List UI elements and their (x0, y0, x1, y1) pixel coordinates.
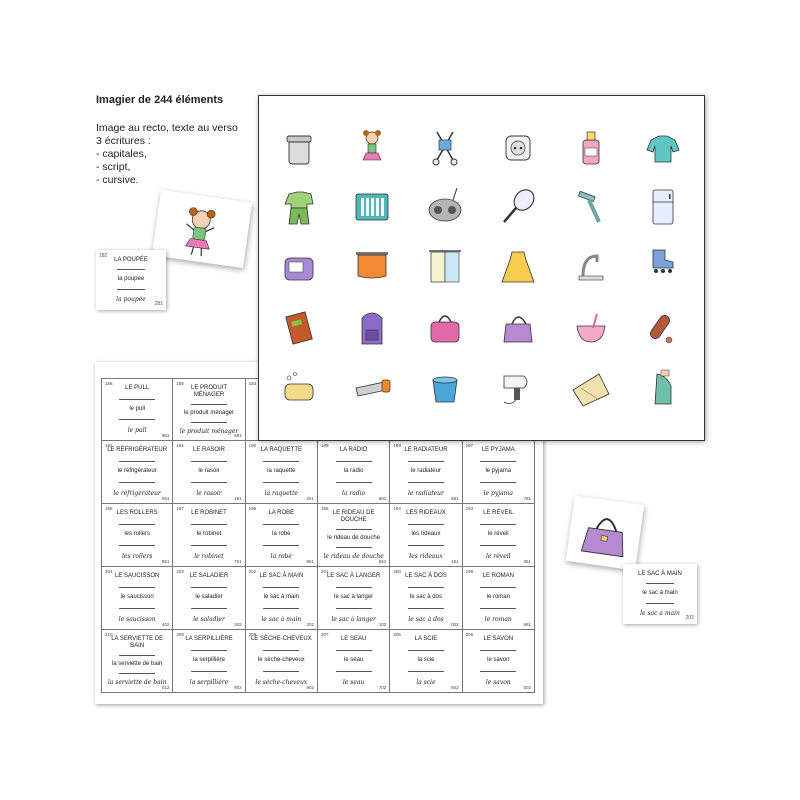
label-cell (246, 504, 318, 567)
label-cell (173, 630, 245, 693)
image-cell (409, 178, 482, 238)
divider (263, 587, 299, 588)
image-cell (627, 298, 700, 358)
label-cell (318, 504, 390, 567)
label-cell (463, 630, 535, 693)
card-number-mirrored: 302 (234, 622, 242, 627)
radiateur-icon (350, 186, 394, 230)
image-cell (409, 358, 482, 418)
label-cell (173, 504, 245, 567)
divider (480, 482, 516, 483)
cursive-text: le seau (342, 678, 365, 686)
divider (480, 524, 516, 525)
script-text: le pull (129, 405, 145, 412)
cursive-text: le saucisson (118, 615, 156, 623)
script-text: la scie (417, 657, 435, 664)
image-cell (554, 238, 627, 298)
divider (191, 587, 227, 588)
scie-icon (350, 366, 394, 410)
card-number: 190 (248, 443, 257, 448)
card-number-mirrored: 861 (161, 559, 170, 564)
card-number-mirrored: 881 (234, 433, 242, 438)
divider (336, 547, 372, 548)
divider (408, 671, 444, 672)
capital-text: LE SAC À MAIN (638, 571, 682, 578)
radio-cd-icon (423, 186, 467, 230)
capital-text: LE SAC À DOS (405, 573, 447, 580)
divider (408, 587, 444, 588)
capital-text: LE ROMAN (482, 573, 514, 580)
capital-text: LE PYJAMA (481, 447, 515, 454)
capital-text: LA SCIE (414, 636, 438, 643)
sac-a-langer-icon (423, 306, 467, 350)
card-number: 185 (176, 381, 184, 386)
cursive-text: la poupée (116, 295, 146, 303)
intro-title: Imagier de 244 éléments (96, 94, 224, 106)
capital-text: LE RÉFRIGÉRATEUR (107, 447, 168, 454)
capital-text: LA SERVIETTE DE BAIN (111, 635, 164, 649)
divider (117, 289, 145, 290)
poussette-icon (423, 126, 467, 170)
seche-cheveux-icon (496, 366, 540, 410)
reveil-icon (277, 246, 321, 290)
intro-line: - script, (96, 161, 131, 173)
cursive-text: les rideaux (409, 552, 443, 560)
script-text: le radiateur (410, 468, 441, 475)
label-cell (463, 441, 535, 504)
card-number-mirrored: 061 (161, 496, 170, 501)
capital-text: LE PULL (125, 385, 150, 392)
cursive-text: le pyjama (483, 489, 513, 497)
image-cell (263, 238, 336, 298)
script-text: les rideaux (411, 531, 441, 538)
script-text: le pyjama (485, 468, 512, 475)
capital-text: LE PRODUIT MÉNAGER (190, 384, 227, 398)
divider (646, 603, 674, 604)
script-text: le réfrigérateur (117, 468, 157, 475)
image-cell (627, 238, 700, 298)
robe-icon (496, 246, 540, 290)
divider (191, 671, 227, 672)
card-number-mirrored: 202 (306, 622, 314, 627)
divider (119, 461, 155, 462)
card-number-mirrored: 281 (154, 301, 163, 307)
cursive-text: le sac à main (261, 615, 302, 623)
image-cell (481, 118, 554, 178)
image-cell (554, 178, 627, 238)
capital-text: LE SALADIER (189, 573, 229, 580)
cursive-text: le rideau de douche (323, 553, 384, 561)
script-text: le seau (343, 657, 364, 664)
card-number-mirrored: 702 (378, 685, 387, 690)
script-text: le sac à main (263, 594, 299, 601)
rideau-icon (350, 246, 394, 290)
image-cell (554, 358, 627, 418)
image-cell (481, 358, 554, 418)
capital-text: LA RAQUETTE (260, 447, 302, 454)
divider (119, 419, 155, 420)
capital-text: LE RIDEAU DE DOUCHE (332, 509, 375, 523)
label-cell (463, 504, 535, 567)
cursive-text: le sèche-cheveux (255, 678, 308, 686)
card-number-mirrored: 002 (451, 622, 459, 627)
label-cell (390, 567, 462, 630)
card-number: 184 (248, 381, 257, 386)
produit-menager-icon (569, 126, 613, 170)
image-cell (409, 238, 482, 298)
card-number: 199 (465, 569, 474, 574)
intro-block (96, 94, 256, 187)
script-text: le robinet (196, 531, 222, 538)
image-cell (263, 118, 336, 178)
capital-text: LA POUPÉE (114, 257, 148, 264)
divider (191, 524, 227, 525)
cursive-text: la robe (270, 552, 292, 560)
card-number: 205 (465, 632, 474, 637)
seau-icon (423, 366, 467, 410)
intro-line: - capitales, (96, 148, 147, 160)
cursive-text: la scie (416, 678, 436, 686)
image-cell (336, 238, 409, 298)
divider (408, 545, 444, 546)
divider (191, 608, 227, 609)
divider (408, 461, 444, 462)
card-number-mirrored: 502 (523, 685, 531, 690)
script-text: le rideau de douche (327, 534, 380, 541)
card-number-mirrored: 902 (234, 685, 242, 690)
divider (119, 608, 155, 609)
capital-text: LE SEAU (340, 636, 367, 643)
cursive-text: la raquette (264, 489, 299, 497)
image-cell (336, 298, 409, 358)
card-number: 189 (320, 443, 329, 448)
card-number: 191 (176, 443, 184, 448)
card-number: 210 (105, 632, 113, 637)
capital-text: LA ROBE (268, 510, 295, 517)
script-text: la serpillière (192, 657, 225, 664)
cursive-text: la serviette de bain (107, 679, 167, 687)
card-number-mirrored: 161 (234, 496, 242, 501)
divider (119, 673, 155, 674)
label-cell (390, 441, 462, 504)
saucisson-icon (641, 306, 685, 350)
capital-text: LES RIDEAUX (406, 510, 446, 517)
card-number: 195 (320, 506, 329, 511)
card-number-mirrored: 202 (685, 615, 694, 621)
divider (191, 422, 227, 423)
divider (336, 587, 372, 588)
card-number-mirrored: 102 (378, 622, 387, 627)
label-cell (390, 504, 462, 567)
intro-line: 3 écritures : (96, 135, 151, 147)
divider (336, 529, 372, 530)
cursive-text: le produit ménager (179, 427, 239, 435)
image-cell (481, 298, 554, 358)
image-sheet (258, 95, 705, 441)
divider (408, 650, 444, 651)
cursive-text: les rollers (122, 552, 153, 560)
cursive-text: le sac à main (640, 609, 680, 617)
card-number-mirrored: 681 (378, 496, 387, 501)
cursive-text: le pull (127, 426, 147, 434)
label-cell (173, 441, 245, 504)
card-number: 197 (176, 506, 184, 511)
card-number: 194 (393, 506, 401, 511)
label-cell (318, 441, 390, 504)
handbag-icon (566, 495, 645, 570)
label-cell (246, 630, 318, 693)
serpilliere-icon (569, 366, 613, 410)
label-cell (101, 504, 173, 567)
card-number: 193 (465, 506, 474, 511)
capital-text: LE SAC À MAIN (259, 573, 304, 580)
label-cell (318, 630, 390, 693)
cursive-text: la serpillière (189, 678, 229, 686)
divider (263, 650, 299, 651)
script-text: le sac à langer (334, 594, 374, 601)
card-number: 203 (176, 569, 184, 574)
divider (480, 545, 516, 546)
divider (336, 461, 372, 462)
capital-text: LE RASOIR (192, 447, 225, 454)
divider (408, 482, 444, 483)
divider (480, 608, 516, 609)
rollers-icon (641, 246, 685, 290)
card-number-mirrored: 361 (523, 559, 531, 564)
poubelle-icon (277, 126, 321, 170)
sac-a-dos-icon (350, 306, 394, 350)
image-cell (409, 298, 482, 358)
card-number-mirrored: 012 (161, 685, 170, 690)
cursive-text: la radio (342, 489, 366, 497)
image-cell (336, 178, 409, 238)
sac-a-main-icon (496, 306, 540, 350)
doll-label-card (96, 250, 166, 310)
script-text: le saucisson (120, 594, 154, 601)
card-number: 187 (465, 443, 474, 448)
script-text: la radio (343, 468, 364, 475)
divider (191, 482, 227, 483)
capital-text: LE SÈCHE-CHEVEUX (250, 636, 312, 643)
cursive-text: le sac à langer (331, 615, 376, 623)
image-cell (336, 358, 409, 418)
script-text: la serviette de bain (111, 660, 163, 667)
divider (480, 650, 516, 651)
divider (263, 671, 299, 672)
divider (263, 545, 299, 546)
image-cell (627, 118, 700, 178)
label-cell (173, 567, 245, 630)
capital-text: LE SAC À LANGER (326, 573, 381, 580)
card-number: 188 (393, 443, 401, 448)
handbag-picture-card (566, 495, 645, 570)
divider (263, 482, 299, 483)
intro-line: Image au recto, texte au verso (96, 122, 238, 134)
divider (191, 545, 227, 546)
script-text: le roman (486, 594, 510, 601)
card-number-mirrored: 881 (451, 496, 459, 501)
divider (336, 671, 372, 672)
image-cell (481, 238, 554, 298)
card-number: 192 (105, 443, 113, 448)
image-cell (263, 178, 336, 238)
image-cell (336, 118, 409, 178)
image-cell (263, 358, 336, 418)
script-text: le sac à main (642, 590, 678, 597)
divider (480, 587, 516, 588)
label-cell (318, 567, 390, 630)
card-number: 204 (105, 569, 113, 574)
cursive-text: le roman (484, 615, 512, 623)
capital-text: LES ROLLERS (116, 510, 158, 517)
script-text: la poupée (117, 276, 145, 283)
saladier-icon (569, 306, 613, 350)
script-text: le produit ménager (183, 409, 234, 416)
script-text: le saladier (195, 594, 223, 601)
divider (119, 524, 155, 525)
card-number-mirrored: 761 (234, 559, 242, 564)
card-number: 182 (99, 253, 108, 259)
cursive-text: le rasoir (196, 489, 222, 497)
divider (646, 583, 674, 584)
capital-text: LE RADIATEUR (404, 447, 448, 454)
capital-text: LA RADIO (339, 447, 368, 454)
label-cell (246, 441, 318, 504)
refrigerateur-icon (641, 186, 685, 230)
card-number-mirrored: 602 (451, 685, 459, 690)
prise-icon (496, 126, 540, 170)
divider (263, 461, 299, 462)
image-cell (554, 298, 627, 358)
cursive-text: le sac à dos (408, 615, 444, 623)
label-cell (463, 567, 535, 630)
card-number: 196 (248, 506, 257, 511)
divider (117, 269, 145, 270)
script-text: le rasoir (198, 468, 220, 475)
handbag-label-card (623, 564, 697, 624)
image-cell (481, 178, 554, 238)
script-text: la robe (272, 531, 291, 538)
script-text: le sèche-cheveux (257, 657, 305, 664)
label-cell (101, 567, 173, 630)
divider (119, 482, 155, 483)
card-number: 200 (393, 569, 401, 574)
divider (480, 461, 516, 462)
divider (263, 524, 299, 525)
label-cell (101, 630, 173, 693)
intro-line: - cursive. (96, 174, 139, 186)
cursive-text: le réfrigérateur (113, 489, 161, 497)
card-number-mirrored: 402 (161, 622, 170, 627)
label-cell (101, 378, 173, 441)
divider (191, 404, 227, 405)
divider (408, 524, 444, 525)
capital-text: LE ROBINET (191, 510, 227, 517)
divider (119, 399, 155, 400)
image-grid (263, 118, 700, 418)
card-number: 201 (320, 569, 329, 574)
divider (119, 587, 155, 588)
image-cell (627, 178, 700, 238)
script-text: le savon (487, 657, 510, 664)
divider (336, 482, 372, 483)
serviette-de-bain-icon (641, 366, 685, 410)
card-number: 206 (393, 632, 401, 637)
capital-text: LA SERPILLIÈRE (185, 636, 233, 643)
cursive-text: le robinet (194, 552, 224, 560)
image-cell (409, 118, 482, 178)
label-cell (101, 441, 173, 504)
label-cell (246, 567, 318, 630)
robinet-icon (569, 246, 613, 290)
card-number-mirrored: 561 (378, 559, 387, 564)
pyjama-icon (277, 186, 321, 230)
savon-icon (277, 366, 321, 410)
doll-picture-card (152, 190, 252, 268)
image-cell (554, 118, 627, 178)
divider (408, 608, 444, 609)
script-text: les rollers (124, 531, 150, 538)
doll-icon (152, 190, 252, 268)
label-cell (390, 630, 462, 693)
card-number: 186 (105, 381, 113, 386)
card-number-mirrored: 781 (523, 496, 531, 501)
label-cell (173, 378, 245, 441)
cursive-text: le réveil (486, 552, 511, 560)
divider (191, 650, 227, 651)
pull-icon (641, 126, 685, 170)
cursive-text: le saladier (193, 615, 225, 623)
image-cell (627, 358, 700, 418)
card-number-mirrored: 961 (306, 559, 314, 564)
card-number: 207 (320, 632, 329, 637)
card-number: 202 (248, 569, 257, 574)
divider (336, 650, 372, 651)
card-number: 209 (176, 632, 184, 637)
card-number-mirrored: 991 (523, 622, 531, 627)
divider (119, 655, 155, 656)
cursive-text: le savon (485, 678, 511, 686)
capital-text: LE RÉVEIL (483, 510, 514, 517)
divider (119, 545, 155, 546)
poupee-icon (350, 126, 394, 170)
card-number-mirrored: 261 (306, 496, 314, 501)
card-number-mirrored: 802 (306, 685, 314, 690)
divider (480, 671, 516, 672)
divider (336, 608, 372, 609)
roman-icon (277, 306, 321, 350)
rasoir-icon (569, 186, 613, 230)
card-number-mirrored: 461 (451, 559, 459, 564)
raquette-icon (496, 186, 540, 230)
script-text: le sac à dos (409, 594, 442, 601)
card-number-mirrored: 981 (161, 433, 170, 438)
divider (263, 608, 299, 609)
capital-text: LE SAVON (483, 636, 514, 643)
script-text: la raquette (267, 468, 296, 475)
card-number: 208 (248, 632, 257, 637)
cursive-text: le radiateur (408, 489, 444, 497)
image-cell (263, 298, 336, 358)
rideau-de-douche-icon (423, 246, 467, 290)
card-number: 198 (105, 506, 113, 511)
capital-text: LE SAUCISSON (114, 573, 160, 580)
script-text: le réveil (487, 531, 509, 538)
divider (191, 461, 227, 462)
